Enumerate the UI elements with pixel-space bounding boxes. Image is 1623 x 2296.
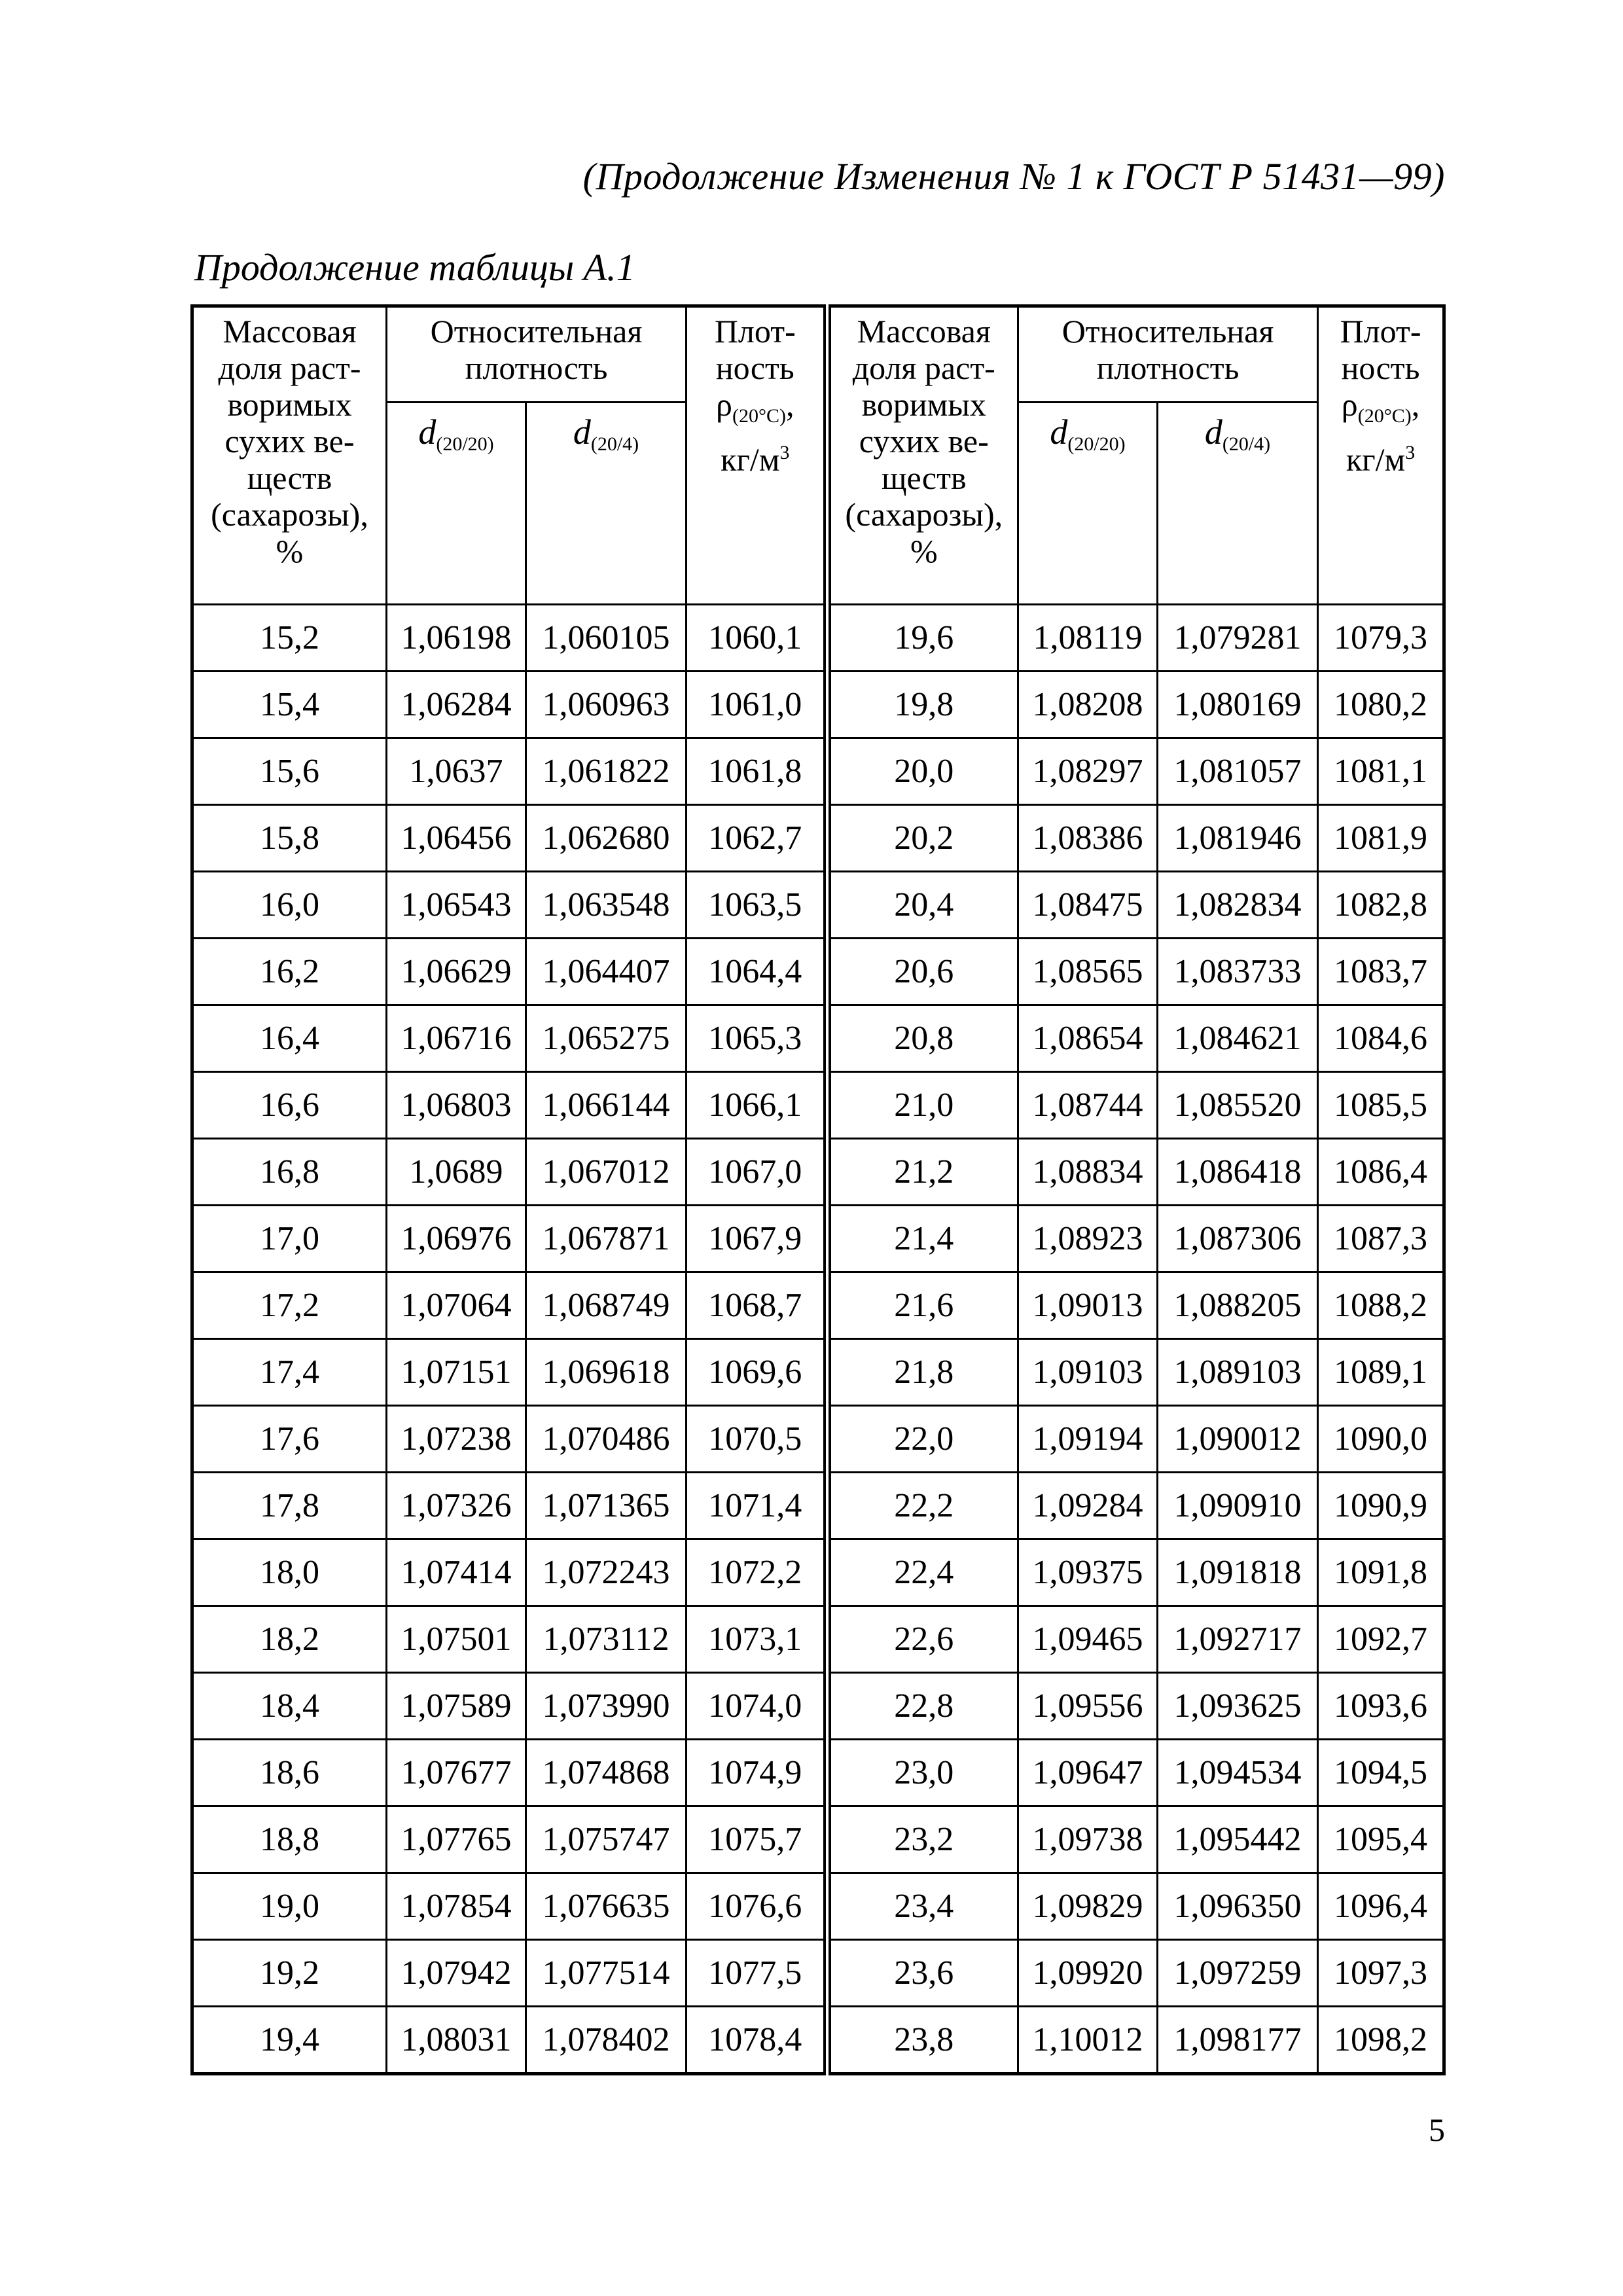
table-cell-e1: 1,10012 xyxy=(1018,2007,1158,2074)
table-cell-r1: 1077,5 xyxy=(687,1940,827,2007)
table-cell-m2: 19,8 xyxy=(827,672,1018,738)
table-cell-d1: 1,06629 xyxy=(387,939,526,1005)
table-cell-e2: 1,095442 xyxy=(1158,1806,1318,1873)
table-cell-d1: 1,06976 xyxy=(387,1206,526,1272)
table-cell-d2: 1,069618 xyxy=(526,1339,687,1406)
table-cell-d2: 1,073990 xyxy=(526,1673,687,1740)
table-cell-d2: 1,067012 xyxy=(526,1139,687,1206)
table-cell-r2: 1079,3 xyxy=(1318,605,1444,672)
table-cell-e2: 1,081946 xyxy=(1158,805,1318,872)
table-cell-r1: 1070,5 xyxy=(687,1406,827,1473)
table-cell-d1: 1,06456 xyxy=(387,805,526,872)
table-row xyxy=(192,805,1444,872)
table-cell-r1: 1068,7 xyxy=(687,1272,827,1339)
table-cell-d2: 1,078402 xyxy=(526,2007,687,2074)
table-cell-m1: 16,2 xyxy=(192,939,387,1005)
header-mass-fraction-left: Массовая доля раст- воримых сухих ве- ществ (сахарозы), % xyxy=(192,306,387,605)
table-cell-r2: 1080,2 xyxy=(1318,672,1444,738)
table-cell-e1: 1,08386 xyxy=(1018,805,1158,872)
table-cell-e1: 1,08208 xyxy=(1018,672,1158,738)
table-cell-m1: 18,6 xyxy=(192,1740,387,1806)
table-cell-r2: 1084,6 xyxy=(1318,1005,1444,1072)
table-cell-r1: 1061,8 xyxy=(687,738,827,805)
table-cell-e1: 1,09465 xyxy=(1018,1606,1158,1673)
table-cell-r1: 1065,3 xyxy=(687,1005,827,1072)
table-cell-r1: 1075,7 xyxy=(687,1806,827,1873)
table-cell-r2: 1087,3 xyxy=(1318,1206,1444,1272)
table-row xyxy=(192,939,1444,1005)
table-cell-r1: 1076,6 xyxy=(687,1873,827,1940)
table-cell-d1: 1,07765 xyxy=(387,1806,526,1873)
header-d-20-20-right: $d_{(20/20)}$ xyxy=(1018,403,1158,605)
table-cell-m2: 20,6 xyxy=(827,939,1018,1005)
table-cell-m1: 19,0 xyxy=(192,1873,387,1940)
table-cell-r2: 1081,1 xyxy=(1318,738,1444,805)
table-cell-d2: 1,060105 xyxy=(526,605,687,672)
table-cell-e1: 1,09829 xyxy=(1018,1873,1158,1940)
table-cell-e2: 1,091818 xyxy=(1158,1539,1318,1606)
table-cell-m2: 22,2 xyxy=(827,1473,1018,1539)
table-cell-m1: 15,4 xyxy=(192,672,387,738)
table-cell-e1: 1,09920 xyxy=(1018,1940,1158,2007)
header-relative-density-left: Относительная плотность xyxy=(387,306,687,403)
table-cell-d2: 1,072243 xyxy=(526,1539,687,1606)
table-cell-d1: 1,07238 xyxy=(387,1406,526,1473)
table-cell-e1: 1,08744 xyxy=(1018,1072,1158,1139)
table-cell-r2: 1086,4 xyxy=(1318,1139,1444,1206)
table-row xyxy=(192,1005,1444,1072)
table-cell-r1: 1072,2 xyxy=(687,1539,827,1606)
table-row xyxy=(192,1139,1444,1206)
table-cell-e2: 1,080169 xyxy=(1158,672,1318,738)
table-cell-m1: 18,4 xyxy=(192,1673,387,1740)
table-row xyxy=(192,1606,1444,1673)
table-cell-m1: 16,6 xyxy=(192,1072,387,1139)
table-cell-m2: 21,2 xyxy=(827,1139,1018,1206)
table-cell-d2: 1,060963 xyxy=(526,672,687,738)
table-cell-m2: 22,8 xyxy=(827,1673,1018,1740)
table-cell-m2: 21,8 xyxy=(827,1339,1018,1406)
table-cell-r2: 1097,3 xyxy=(1318,1940,1444,2007)
table-cell-m1: 17,2 xyxy=(192,1272,387,1339)
table-row xyxy=(192,1673,1444,1740)
table-cell-m1: 17,4 xyxy=(192,1339,387,1406)
table-cell-e2: 1,094534 xyxy=(1158,1740,1318,1806)
table-cell-m1: 19,2 xyxy=(192,1940,387,2007)
table-row xyxy=(192,1740,1444,1806)
table-cell-r2: 1089,1 xyxy=(1318,1339,1444,1406)
table-cell-e1: 1,08923 xyxy=(1018,1206,1158,1272)
table-cell-e2: 1,090012 xyxy=(1158,1406,1318,1473)
table-cell-d2: 1,066144 xyxy=(526,1072,687,1139)
table-cell-r1: 1067,9 xyxy=(687,1206,827,1272)
table-cell-d1: 1,07501 xyxy=(387,1606,526,1673)
table-cell-e2: 1,086418 xyxy=(1158,1139,1318,1206)
table-cell-d1: 1,06284 xyxy=(387,672,526,738)
table-cell-r1: 1063,5 xyxy=(687,872,827,939)
table-row xyxy=(192,1473,1444,1539)
table-row xyxy=(192,1072,1444,1139)
table-cell-m1: 18,8 xyxy=(192,1806,387,1873)
table-cell-d1: 1,07942 xyxy=(387,1940,526,2007)
table-cell-e2: 1,081057 xyxy=(1158,738,1318,805)
table-cell-e2: 1,096350 xyxy=(1158,1873,1318,1940)
table-cell-r1: 1067,0 xyxy=(687,1139,827,1206)
table-cell-d1: 1,07677 xyxy=(387,1740,526,1806)
table-cell-r1: 1066,1 xyxy=(687,1072,827,1139)
table-cell-r2: 1095,4 xyxy=(1318,1806,1444,1873)
table-cell-m2: 22,6 xyxy=(827,1606,1018,1673)
table-cell-r1: 1062,7 xyxy=(687,805,827,872)
table-cell-d2: 1,077514 xyxy=(526,1940,687,2007)
table-cell-e2: 1,089103 xyxy=(1158,1339,1318,1406)
table-row xyxy=(192,605,1444,672)
density-table xyxy=(190,304,1446,2075)
table-cell-m1: 19,4 xyxy=(192,2007,387,2074)
table-cell-e1: 1,09103 xyxy=(1018,1339,1158,1406)
table-cell-m2: 22,4 xyxy=(827,1539,1018,1606)
table-cell-d1: 1,07326 xyxy=(387,1473,526,1539)
table-cell-e2: 1,083733 xyxy=(1158,939,1318,1005)
table-cell-e2: 1,082834 xyxy=(1158,872,1318,939)
table-cell-e1: 1,09375 xyxy=(1018,1539,1158,1606)
table-cell-e1: 1,09647 xyxy=(1018,1740,1158,1806)
table-cell-d1: 1,07854 xyxy=(387,1873,526,1940)
table-cell-e2: 1,092717 xyxy=(1158,1606,1318,1673)
table-cell-e2: 1,087306 xyxy=(1158,1206,1318,1272)
table-cell-d2: 1,064407 xyxy=(526,939,687,1005)
document-header-note: (Продолжение Изменения № 1 к ГОСТ Р 51431—99) xyxy=(582,155,1445,198)
table-cell-e1: 1,08654 xyxy=(1018,1005,1158,1072)
table-row xyxy=(192,1873,1444,1940)
table-cell-m1: 16,0 xyxy=(192,872,387,939)
table-cell-m2: 23,8 xyxy=(827,2007,1018,2074)
table-cell-d2: 1,068749 xyxy=(526,1272,687,1339)
table-cell-m2: 23,2 xyxy=(827,1806,1018,1873)
table-cell-r1: 1073,1 xyxy=(687,1606,827,1673)
table-cell-m1: 17,8 xyxy=(192,1473,387,1539)
table-cell-r2: 1092,7 xyxy=(1318,1606,1444,1673)
table-cell-d2: 1,061822 xyxy=(526,738,687,805)
table-cell-e1: 1,08475 xyxy=(1018,872,1158,939)
table-cell-m1: 17,6 xyxy=(192,1406,387,1473)
table-cell-r1: 1074,9 xyxy=(687,1740,827,1806)
table-cell-r2: 1085,5 xyxy=(1318,1072,1444,1139)
table-cell-e1: 1,09556 xyxy=(1018,1673,1158,1740)
table-cell-r1: 1060,1 xyxy=(687,605,827,672)
table-cell-e2: 1,090910 xyxy=(1158,1473,1318,1539)
table-row xyxy=(192,1339,1444,1406)
table-cell-d2: 1,070486 xyxy=(526,1406,687,1473)
table-row xyxy=(192,738,1444,805)
header-d-20-4-left: $d_{(20/4)}$ xyxy=(526,403,687,605)
table-cell-m1: 18,0 xyxy=(192,1539,387,1606)
page-number: 5 xyxy=(1429,2111,1445,2148)
table-row xyxy=(192,1940,1444,2007)
table-row xyxy=(192,672,1444,738)
table-cell-m2: 21,6 xyxy=(827,1272,1018,1339)
table-cell-d2: 1,073112 xyxy=(526,1606,687,1673)
table-cell-r2: 1090,9 xyxy=(1318,1473,1444,1539)
table-cell-e1: 1,08297 xyxy=(1018,738,1158,805)
table-cell-m1: 15,8 xyxy=(192,805,387,872)
table-cell-e1: 1,09738 xyxy=(1018,1806,1158,1873)
table-row xyxy=(192,872,1444,939)
table-cell-m2: 20,0 xyxy=(827,738,1018,805)
table-cell-m2: 22,0 xyxy=(827,1406,1018,1473)
table-cell-d1: 1,08031 xyxy=(387,2007,526,2074)
table-cell-d1: 1,07151 xyxy=(387,1339,526,1406)
table-cell-m2: 20,2 xyxy=(827,805,1018,872)
table-cell-d2: 1,074868 xyxy=(526,1740,687,1806)
table-cell-d1: 1,07064 xyxy=(387,1272,526,1339)
table-cell-m2: 21,0 xyxy=(827,1072,1018,1139)
table-cell-d1: 1,0689 xyxy=(387,1139,526,1206)
table-cell-m2: 19,6 xyxy=(827,605,1018,672)
table-cell-e2: 1,097259 xyxy=(1158,1940,1318,2007)
table-cell-d1: 1,06198 xyxy=(387,605,526,672)
table-row xyxy=(192,1272,1444,1339)
header-density-right: Плот- ность $\rho_{(20^\circ С)}$, $кг/м^3$ xyxy=(1318,306,1444,605)
table-cell-e2: 1,084621 xyxy=(1158,1005,1318,1072)
table-cell-d2: 1,062680 xyxy=(526,805,687,872)
table-cell-r2: 1094,5 xyxy=(1318,1740,1444,1806)
table-cell-d1: 1,06543 xyxy=(387,872,526,939)
table-cell-d1: 1,06803 xyxy=(387,1072,526,1139)
table-cell-r2: 1090,0 xyxy=(1318,1406,1444,1473)
table-cell-d1: 1,07414 xyxy=(387,1539,526,1606)
table-cell-m2: 20,8 xyxy=(827,1005,1018,1072)
table-cell-r1: 1069,6 xyxy=(687,1339,827,1406)
table-cell-e2: 1,079281 xyxy=(1158,605,1318,672)
table-cell-e2: 1,098177 xyxy=(1158,2007,1318,2074)
table-cell-e1: 1,09194 xyxy=(1018,1406,1158,1473)
table-cell-m1: 18,2 xyxy=(192,1606,387,1673)
table-cell-r1: 1061,0 xyxy=(687,672,827,738)
table-cell-r2: 1088,2 xyxy=(1318,1272,1444,1339)
table-cell-d2: 1,065275 xyxy=(526,1005,687,1072)
table-caption: Продолжение таблицы А.1 xyxy=(194,246,635,289)
table-cell-m1: 15,2 xyxy=(192,605,387,672)
table-cell-m2: 23,4 xyxy=(827,1873,1018,1940)
header-d-20-4-right: $d_{(20/4)}$ xyxy=(1158,403,1318,605)
table-cell-r1: 1071,4 xyxy=(687,1473,827,1539)
table-cell-e1: 1,09284 xyxy=(1018,1473,1158,1539)
table-cell-r1: 1064,4 xyxy=(687,939,827,1005)
header-d-20-20-left: $d_{(20/20)}$ xyxy=(387,403,526,605)
table-cell-m2: 21,4 xyxy=(827,1206,1018,1272)
table-cell-d2: 1,071365 xyxy=(526,1473,687,1539)
table-row xyxy=(192,2007,1444,2074)
table-row xyxy=(192,1806,1444,1873)
table-cell-e1: 1,08834 xyxy=(1018,1139,1158,1206)
table-cell-m1: 16,4 xyxy=(192,1005,387,1072)
table-cell-d2: 1,076635 xyxy=(526,1873,687,1940)
table-cell-e2: 1,088205 xyxy=(1158,1272,1318,1339)
table-cell-r2: 1081,9 xyxy=(1318,805,1444,872)
table-cell-m2: 23,6 xyxy=(827,1940,1018,2007)
table-row xyxy=(192,1539,1444,1606)
table-row xyxy=(192,1206,1444,1272)
table-cell-e1: 1,08565 xyxy=(1018,939,1158,1005)
table-row xyxy=(192,1406,1444,1473)
table-cell-m1: 15,6 xyxy=(192,738,387,805)
table-cell-m2: 20,4 xyxy=(827,872,1018,939)
table-cell-d1: 1,06716 xyxy=(387,1005,526,1072)
table-cell-m2: 23,0 xyxy=(827,1740,1018,1806)
table-cell-e2: 1,093625 xyxy=(1158,1673,1318,1740)
header-relative-density-right: Относительная плотность xyxy=(1018,306,1318,403)
table-cell-r2: 1091,8 xyxy=(1318,1539,1444,1606)
table-body xyxy=(192,605,1444,2074)
table-cell-r1: 1074,0 xyxy=(687,1673,827,1740)
table-cell-r2: 1083,7 xyxy=(1318,939,1444,1005)
table-cell-e2: 1,085520 xyxy=(1158,1072,1318,1139)
table-cell-e1: 1,08119 xyxy=(1018,605,1158,672)
table-cell-d2: 1,063548 xyxy=(526,872,687,939)
table-cell-d2: 1,075747 xyxy=(526,1806,687,1873)
table-cell-e1: 1,09013 xyxy=(1018,1272,1158,1339)
table-cell-r2: 1082,8 xyxy=(1318,872,1444,939)
table-cell-r2: 1098,2 xyxy=(1318,2007,1444,2074)
table-cell-r1: 1078,4 xyxy=(687,2007,827,2074)
header-density-left: Плот- ность $\rho_{(20^\circ С)}$, $кг/м^3$ xyxy=(687,306,827,605)
table-cell-r2: 1096,4 xyxy=(1318,1873,1444,1940)
table-cell-d2: 1,067871 xyxy=(526,1206,687,1272)
table-cell-d1: 1,07589 xyxy=(387,1673,526,1740)
table-cell-m1: 16,8 xyxy=(192,1139,387,1206)
table-cell-m1: 17,0 xyxy=(192,1206,387,1272)
table-cell-r2: 1093,6 xyxy=(1318,1673,1444,1740)
header-mass-fraction-right: Массовая доля раст- воримых сухих ве- ществ (сахарозы), % xyxy=(827,306,1018,605)
table-cell-d1: 1,0637 xyxy=(387,738,526,805)
